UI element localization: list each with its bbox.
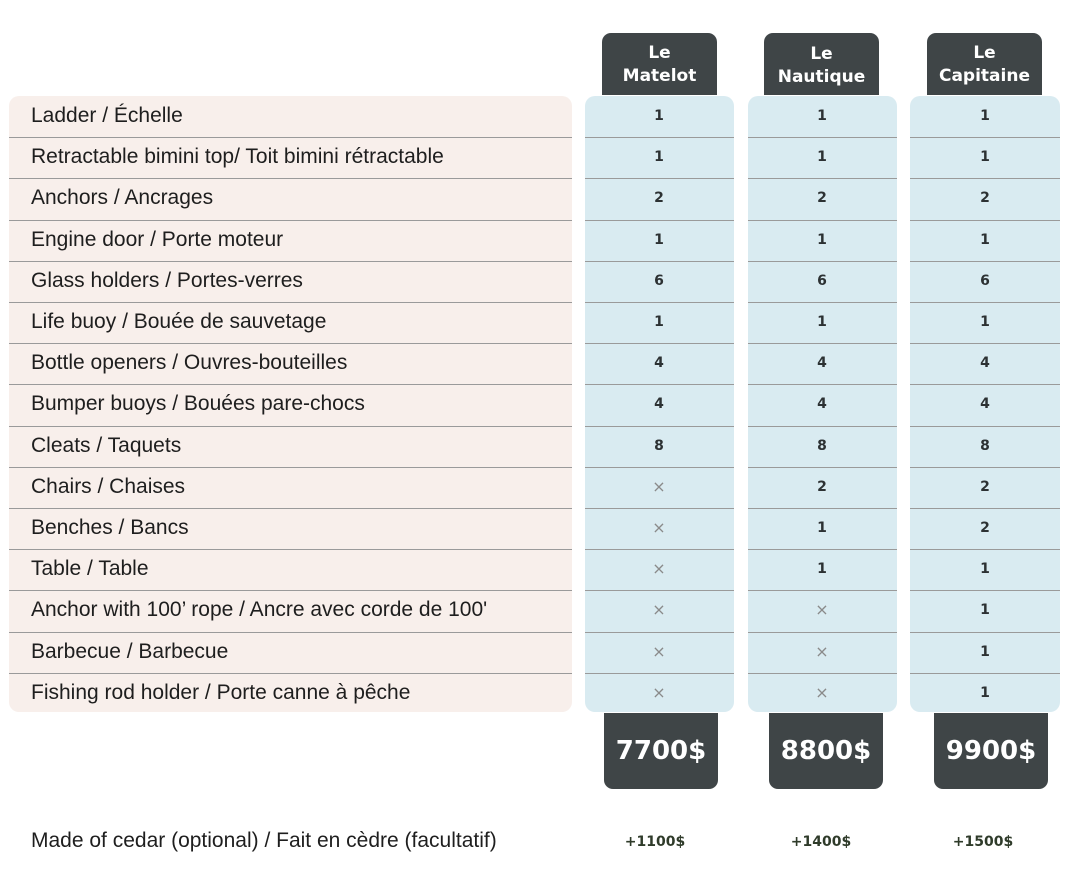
feature-quantity: 2 [654,190,664,207]
not-included-mark: × [815,641,829,661]
not-included-mark: × [815,682,829,702]
feature-label: Anchors / Ancrages [31,186,214,210]
row-divider [9,137,572,138]
feature-quantity: 8 [654,437,664,454]
row-divider [910,302,1060,303]
plan-header-matelot [602,33,717,95]
row-divider [585,178,734,179]
not-included-mark: × [652,641,666,661]
feature-quantity: 1 [817,520,827,536]
feature-quantity: 1 [980,108,990,124]
row-divider [910,549,1060,550]
row-divider [748,673,897,674]
feature-quantity: 1 [654,108,664,124]
feature-quantity: 1 [980,231,990,248]
feature-quantity: 1 [980,314,990,330]
row-divider [585,137,734,138]
row-divider [585,302,734,303]
feature-quantity: 1 [980,643,990,660]
row-divider [910,137,1060,138]
feature-quantity: 2 [817,190,827,207]
row-divider [9,343,572,344]
feature-quantity: 1 [654,314,664,330]
feature-quantity: 1 [980,561,990,578]
not-included-mark: × [652,559,666,579]
row-divider [585,549,734,550]
feature-quantity: 2 [980,478,990,495]
feature-label: Benches / Bancs [31,516,189,539]
feature-label: Ladder / Échelle [31,104,183,127]
feature-quantity: 8 [817,437,827,454]
row-divider [585,384,734,385]
feature-quantity: 1 [817,231,827,248]
row-divider [748,137,897,138]
row-divider [748,508,897,509]
row-divider [585,508,734,509]
feature-quantity: 1 [817,149,827,166]
price-capitaine: 9900$ [934,713,1048,789]
feature-quantity: 4 [980,396,990,413]
row-divider [748,467,897,468]
row-divider [585,673,734,674]
not-included-mark: × [652,682,666,702]
row-divider [585,261,734,262]
row-divider [910,343,1060,344]
feature-quantity: 6 [980,272,990,289]
row-divider [9,426,572,427]
plan-name-line2: Matelot [622,66,697,86]
feature-quantity: 1 [817,561,827,578]
feature-label: Glass holders / Portes-verres [31,268,303,292]
feature-quantity: 1 [817,314,827,330]
row-divider [585,220,734,221]
row-divider [748,261,897,262]
row-divider [585,632,734,633]
feature-quantity: 8 [980,437,990,454]
row-divider [585,467,734,468]
row-divider [9,261,572,262]
row-divider [910,467,1060,468]
feature-quantity: 1 [654,149,664,166]
not-included-mark: × [652,600,666,620]
feature-quantity: 4 [654,396,664,413]
feature-quantity: 1 [980,602,990,619]
row-divider [585,590,734,591]
plan-name-line1: Le [973,43,996,63]
row-divider [748,220,897,221]
row-divider [748,549,897,550]
row-divider [9,632,572,633]
row-divider [9,467,572,468]
row-divider [9,508,572,509]
plan-header-nautique [764,33,879,95]
row-divider [9,178,572,179]
cedar-option-label: Made of cedar (optional) / Fait en cèdre (facultatif) [31,829,497,852]
row-divider [910,220,1060,221]
feature-label: Table / Table [31,557,149,581]
feature-quantity: 2 [817,478,827,495]
row-divider [9,302,572,303]
feature-label: Retractable bimini top/ Toit bimini rétractable [31,145,444,169]
feature-label: Cleats / Taquets [31,433,182,457]
row-divider [748,178,897,179]
row-divider [748,590,897,591]
feature-quantity: 6 [817,272,827,289]
feature-label: Chairs / Chaises [31,474,186,498]
feature-label: Engine door / Porte moteur [31,227,284,251]
feature-quantity: 2 [980,190,990,207]
row-divider [9,549,572,550]
row-divider [748,384,897,385]
row-divider [9,220,572,221]
feature-quantity: 1 [980,684,990,701]
feature-quantity: 4 [817,396,827,413]
not-included-mark: × [652,518,666,537]
plan-name-line2: Nautique [777,67,866,87]
row-divider [748,343,897,344]
cedar-price-matelot: +1100$ [624,834,686,850]
feature-quantity: 2 [980,520,990,536]
plan-name-line1: Le [810,44,833,64]
row-divider [748,426,897,427]
not-included-mark: × [652,476,666,496]
plan-name-line2: Capitaine [938,66,1030,86]
row-divider [748,302,897,303]
feature-label: Fishing rod holder / Porte canne à pêche [31,680,411,704]
cedar-price-capitaine: +1500$ [952,834,1014,850]
price-matelot: 7700$ [604,713,718,789]
feature-quantity: 1 [817,108,827,124]
row-divider [585,343,734,344]
row-divider [910,673,1060,674]
row-divider [9,673,572,674]
feature-label: Life buoy / Bouée de sauvetage [31,310,327,333]
not-included-mark: × [815,600,829,620]
row-divider [910,632,1060,633]
feature-quantity: 6 [654,272,664,289]
feature-label: Bottle openers / Ouvres-bouteilles [31,351,348,375]
feature-label: Anchor with 100’ rope / Ancre avec corde de 100' [31,598,488,622]
row-divider [910,508,1060,509]
row-divider [910,178,1060,179]
feature-label: Barbecue / Barbecue [31,639,229,663]
feature-quantity: 4 [817,355,827,372]
plan-name-line1: Le [648,43,671,63]
row-divider [910,426,1060,427]
feature-quantity: 4 [654,355,664,372]
feature-label: Bumper buoys / Bouées pare-chocs [31,392,365,416]
feature-quantity: 4 [980,355,990,372]
row-divider [910,261,1060,262]
row-divider [748,632,897,633]
price-nautique: 8800$ [769,713,883,789]
row-divider [9,384,572,385]
row-divider [910,384,1060,385]
row-divider [9,590,572,591]
feature-quantity: 1 [654,231,664,248]
plan-header-capitaine [927,33,1042,95]
row-divider [910,590,1060,591]
cedar-price-nautique: +1400$ [790,834,852,850]
feature-quantity: 1 [980,149,990,166]
row-divider [585,426,734,427]
